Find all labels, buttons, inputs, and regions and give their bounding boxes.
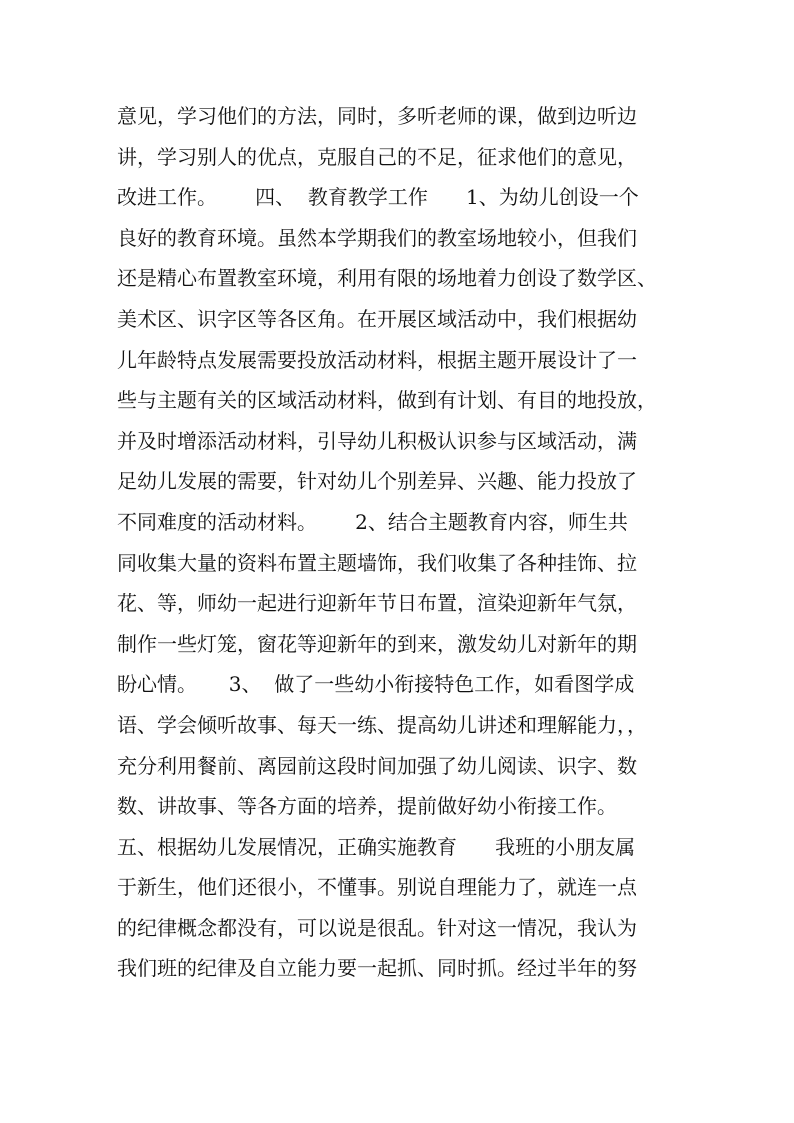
text-line: 的纪律概念都没有，可以说是很乱。针对这一情况，我认为 [117,915,637,940]
text-line: 盼心情。 3、 做了一些幼小衔接特色工作，如看图学成 [117,672,635,697]
document-body [117,96,689,989]
text-line: 还是精心布置教室环境，利用有限的场地着力创设了数学区、 [117,266,657,291]
text-line: 五、根据幼儿发展情况，正确实施教育 我班的小朋友属 [117,834,636,859]
text-line: 并及时增添活动材料，引导幼儿积极认识参与区域活动，满 [117,428,637,453]
text-line: 讲，学习别人的优点，克服自己的不足，征求他们的意见， [117,144,637,169]
text-line: 制作一些灯笼，窗花等迎新年的到来，激发幼儿对新年的期 [117,631,637,656]
text-line: 良好的教育环境。虽然本学期我们的教室场地较小，但我们 [117,225,637,250]
text-line: 美术区、识字区等各区角。在开展区域活动中，我们根据幼 [117,306,637,331]
text-line: 于新生，他们还很小，不懂事。别说自理能力了，就连一点 [117,875,637,900]
text-line: 不同难度的活动材料。 2、结合主题教育内容，师生共 [117,509,628,534]
text-line: 花、等，师幼一起进行迎新年节日布置，渲染迎新年气氛， [117,591,637,616]
text-line: 我们班的纪律及自立能力要一起抓、同时抓。经过半年的努 [117,956,637,981]
text-line: 同收集大量的资料布置主题墙饰，我们收集了各种挂饰、拉 [117,550,637,575]
text-line: 意见，学习他们的方法，同时，多听老师的课，做到边听边 [117,104,637,128]
text-line: 足幼儿发展的需要，针对幼儿个别差异、兴趣、能力投放了 [117,469,637,494]
text-line: 儿年龄特点发展需要投放活动材料，根据主题开展设计了一 [117,347,637,372]
text-line: 充分利用餐前、离园前这段时间加强了幼儿阅读、识字、数 [117,753,637,778]
text-line: 语、学会倾听故事、每天一练、提高幼儿讲述和理解能力，， [117,712,647,737]
text-line: 改进工作。 四、 教育教学工作 1、为幼儿创设一个 [117,185,639,210]
text-line: 数、讲故事、等各方面的培养，提前做好幼小衔接工作。 [117,794,617,819]
text-line: 些与主题有关的区域活动材料，做到有计划、有目的地投放， [117,388,657,413]
